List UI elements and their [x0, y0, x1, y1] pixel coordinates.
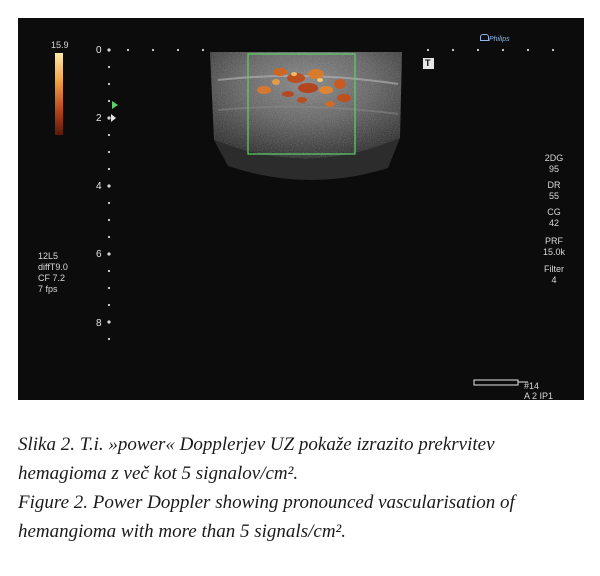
- depth-tick: [108, 100, 110, 102]
- caption-slovene-line1: Slika 2. T.i. »power« Dopplerjev UZ pokaže izrazito prekrvitev: [18, 434, 495, 455]
- depth-tick: [107, 252, 110, 255]
- param-2dg: [534, 153, 574, 175]
- frame-number: #14: [524, 381, 540, 391]
- depth-tick: [108, 151, 110, 153]
- top-tick: [152, 49, 154, 51]
- depth-tick: [107, 184, 110, 187]
- param-name: Filter: [544, 264, 564, 274]
- param-prf: [534, 236, 574, 258]
- depth-tick: [108, 83, 110, 85]
- param-filter: [534, 264, 574, 286]
- depth-tick: [108, 270, 110, 272]
- depth-tick: [108, 202, 110, 204]
- top-tick: [177, 49, 179, 51]
- caption-slovene-line2: hemagioma z več kot 5 signalov/cm².: [18, 463, 299, 484]
- param-name: PRF: [545, 236, 563, 246]
- depth-tick: [108, 287, 110, 289]
- focus-marker: [112, 101, 118, 109]
- top-tick: [127, 49, 129, 51]
- top-tick: [452, 49, 454, 51]
- probe-line: 12L5: [38, 251, 59, 261]
- depth-label-6: 6: [96, 249, 102, 260]
- top-ruler: [127, 49, 554, 51]
- color-scale-bar: [55, 53, 63, 135]
- depth-tick: [107, 320, 110, 323]
- ultrasound-canvas: [18, 18, 584, 400]
- param-name: DR: [547, 180, 561, 190]
- top-tick: [202, 49, 204, 51]
- logo-icon: [480, 34, 489, 41]
- depth-label-8: 8: [96, 318, 102, 329]
- mode-info: A 2 IP1: [524, 391, 554, 400]
- depth-label-4: 4: [96, 181, 102, 192]
- logo-text: Philips: [489, 36, 510, 43]
- param-value: 15.0k: [542, 247, 566, 257]
- depth-label-0: 0: [96, 45, 102, 56]
- top-tick: [502, 49, 504, 51]
- top-tick: [552, 49, 554, 51]
- param-value: 4: [551, 275, 557, 285]
- caption-english-line1: Figure 2. Power Doppler showing pronounced vascularisation of: [18, 492, 515, 513]
- param-dr: [534, 180, 574, 202]
- depth-arrow: [111, 114, 116, 122]
- vendor-logo: [480, 34, 510, 45]
- tissue-region: [210, 52, 402, 180]
- t-marker: T: [425, 58, 431, 68]
- figure-caption: [18, 430, 588, 546]
- scale-max-label: 15.9: [51, 40, 69, 50]
- top-tick: [527, 49, 529, 51]
- probe-line: CF 7.2: [38, 273, 66, 283]
- param-cg: [534, 207, 574, 229]
- probe-line: diffT9.0: [38, 262, 68, 272]
- ultrasound-image: [18, 18, 584, 400]
- param-value: 95: [548, 164, 559, 174]
- distance-scale-bar: [474, 380, 518, 385]
- depth-tick: [108, 66, 110, 68]
- top-tick: [427, 49, 429, 51]
- param-value: 55: [548, 191, 559, 201]
- probe-line: 7 fps: [38, 284, 58, 294]
- depth-tick: [108, 338, 110, 340]
- depth-tick: [108, 304, 110, 306]
- caption-english-line2: hemangioma with more than 5 signals/cm².: [18, 521, 346, 542]
- depth-ruler: [107, 48, 110, 340]
- probe-info: [38, 251, 98, 295]
- depth-tick: [108, 236, 110, 238]
- depth-tick: [108, 168, 110, 170]
- depth-tick: [108, 134, 110, 136]
- top-tick: [477, 49, 479, 51]
- param-name: 2DG: [544, 153, 564, 163]
- depth-tick: [107, 48, 110, 51]
- param-name: CG: [547, 207, 561, 217]
- depth-tick: [108, 219, 110, 221]
- depth-tick: [107, 116, 110, 119]
- param-value: 42: [548, 218, 559, 228]
- depth-label-2: 2: [96, 113, 102, 124]
